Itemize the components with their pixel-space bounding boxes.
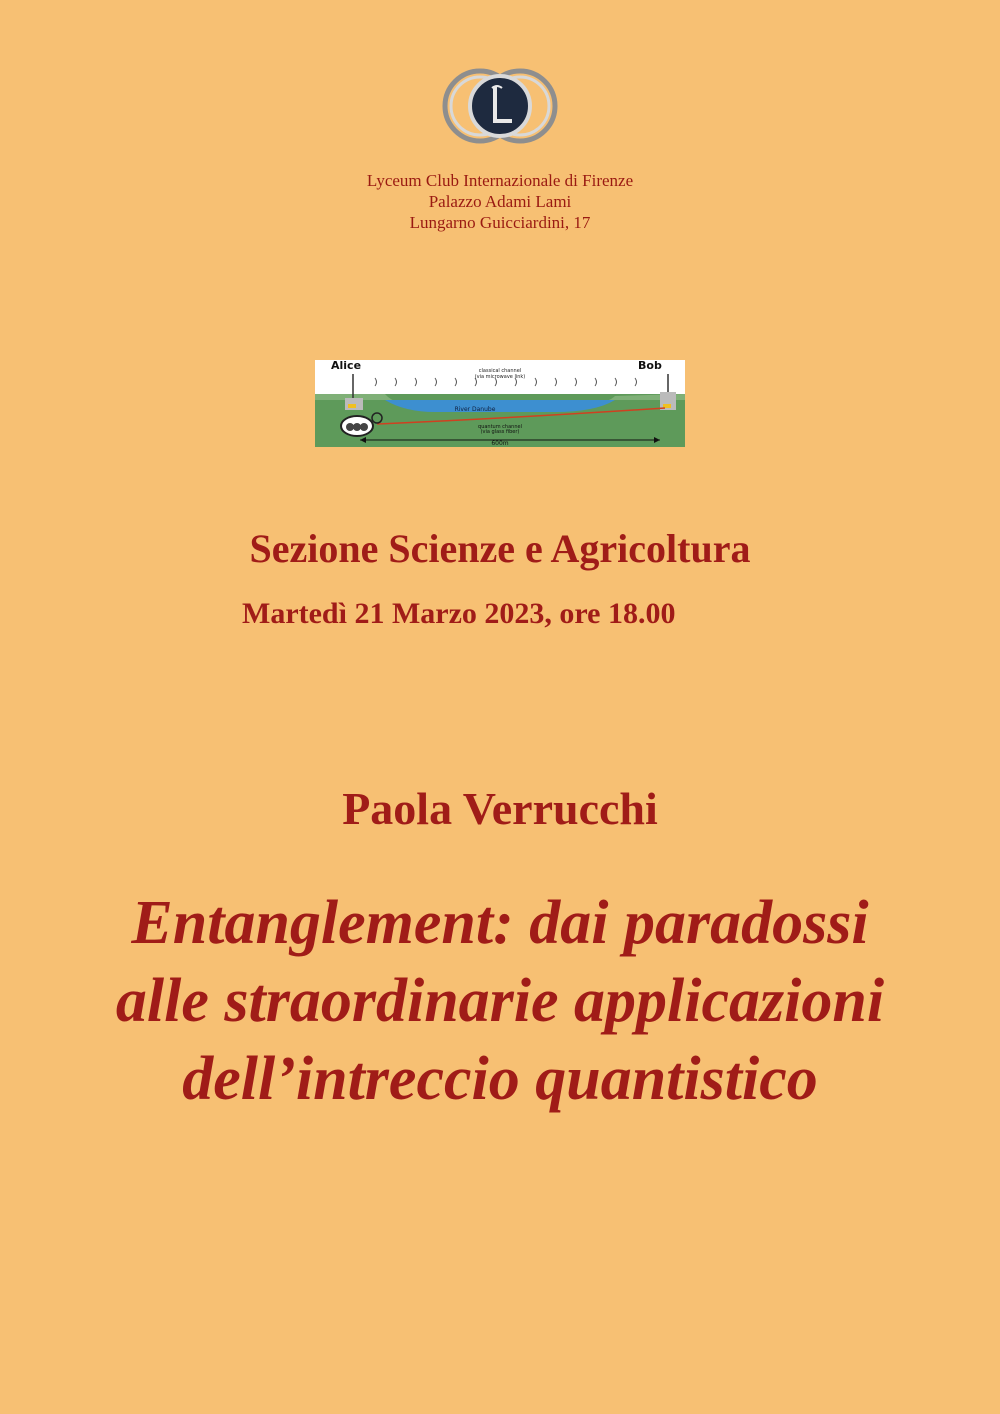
address-line: Lyceum Club Internazionale di Firenze bbox=[366, 171, 634, 190]
bob-label: Bob bbox=[638, 360, 662, 372]
quantum-teleportation-diagram bbox=[315, 360, 685, 447]
club-address bbox=[0, 170, 1000, 233]
speaker-name: Paola Verrucchi bbox=[342, 783, 658, 834]
talk-title bbox=[0, 884, 1000, 1118]
alice-label: Alice bbox=[331, 360, 362, 372]
event-datetime: Martedì 21 Marzo 2023, ore 18.00 bbox=[242, 597, 676, 630]
talk-title-line: Entanglement: dai paradossi bbox=[131, 889, 869, 957]
lyceum-logo bbox=[440, 66, 560, 146]
talk-title-line: alle straordinarie applicazioni bbox=[115, 967, 885, 1035]
talk-title-line: dell’intreccio quantistico bbox=[182, 1045, 818, 1113]
address-line: Palazzo Adami Lami bbox=[428, 192, 572, 211]
distance-label: 600m bbox=[491, 440, 509, 447]
river-label: River Danube bbox=[454, 406, 496, 413]
section-heading: Sezione Scienze e Agricoltura bbox=[249, 526, 751, 571]
classical-channel-label: classical channel bbox=[478, 368, 522, 374]
classical-channel-sub: (via microwave link) bbox=[474, 374, 526, 380]
address-line: Lungarno Guicciardini, 17 bbox=[409, 213, 591, 232]
quantum-channel-sub: (via glass fiber) bbox=[480, 429, 520, 435]
lyceum-rings-icon bbox=[440, 66, 560, 146]
quantum-channel-label: quantum channel bbox=[478, 424, 522, 430]
